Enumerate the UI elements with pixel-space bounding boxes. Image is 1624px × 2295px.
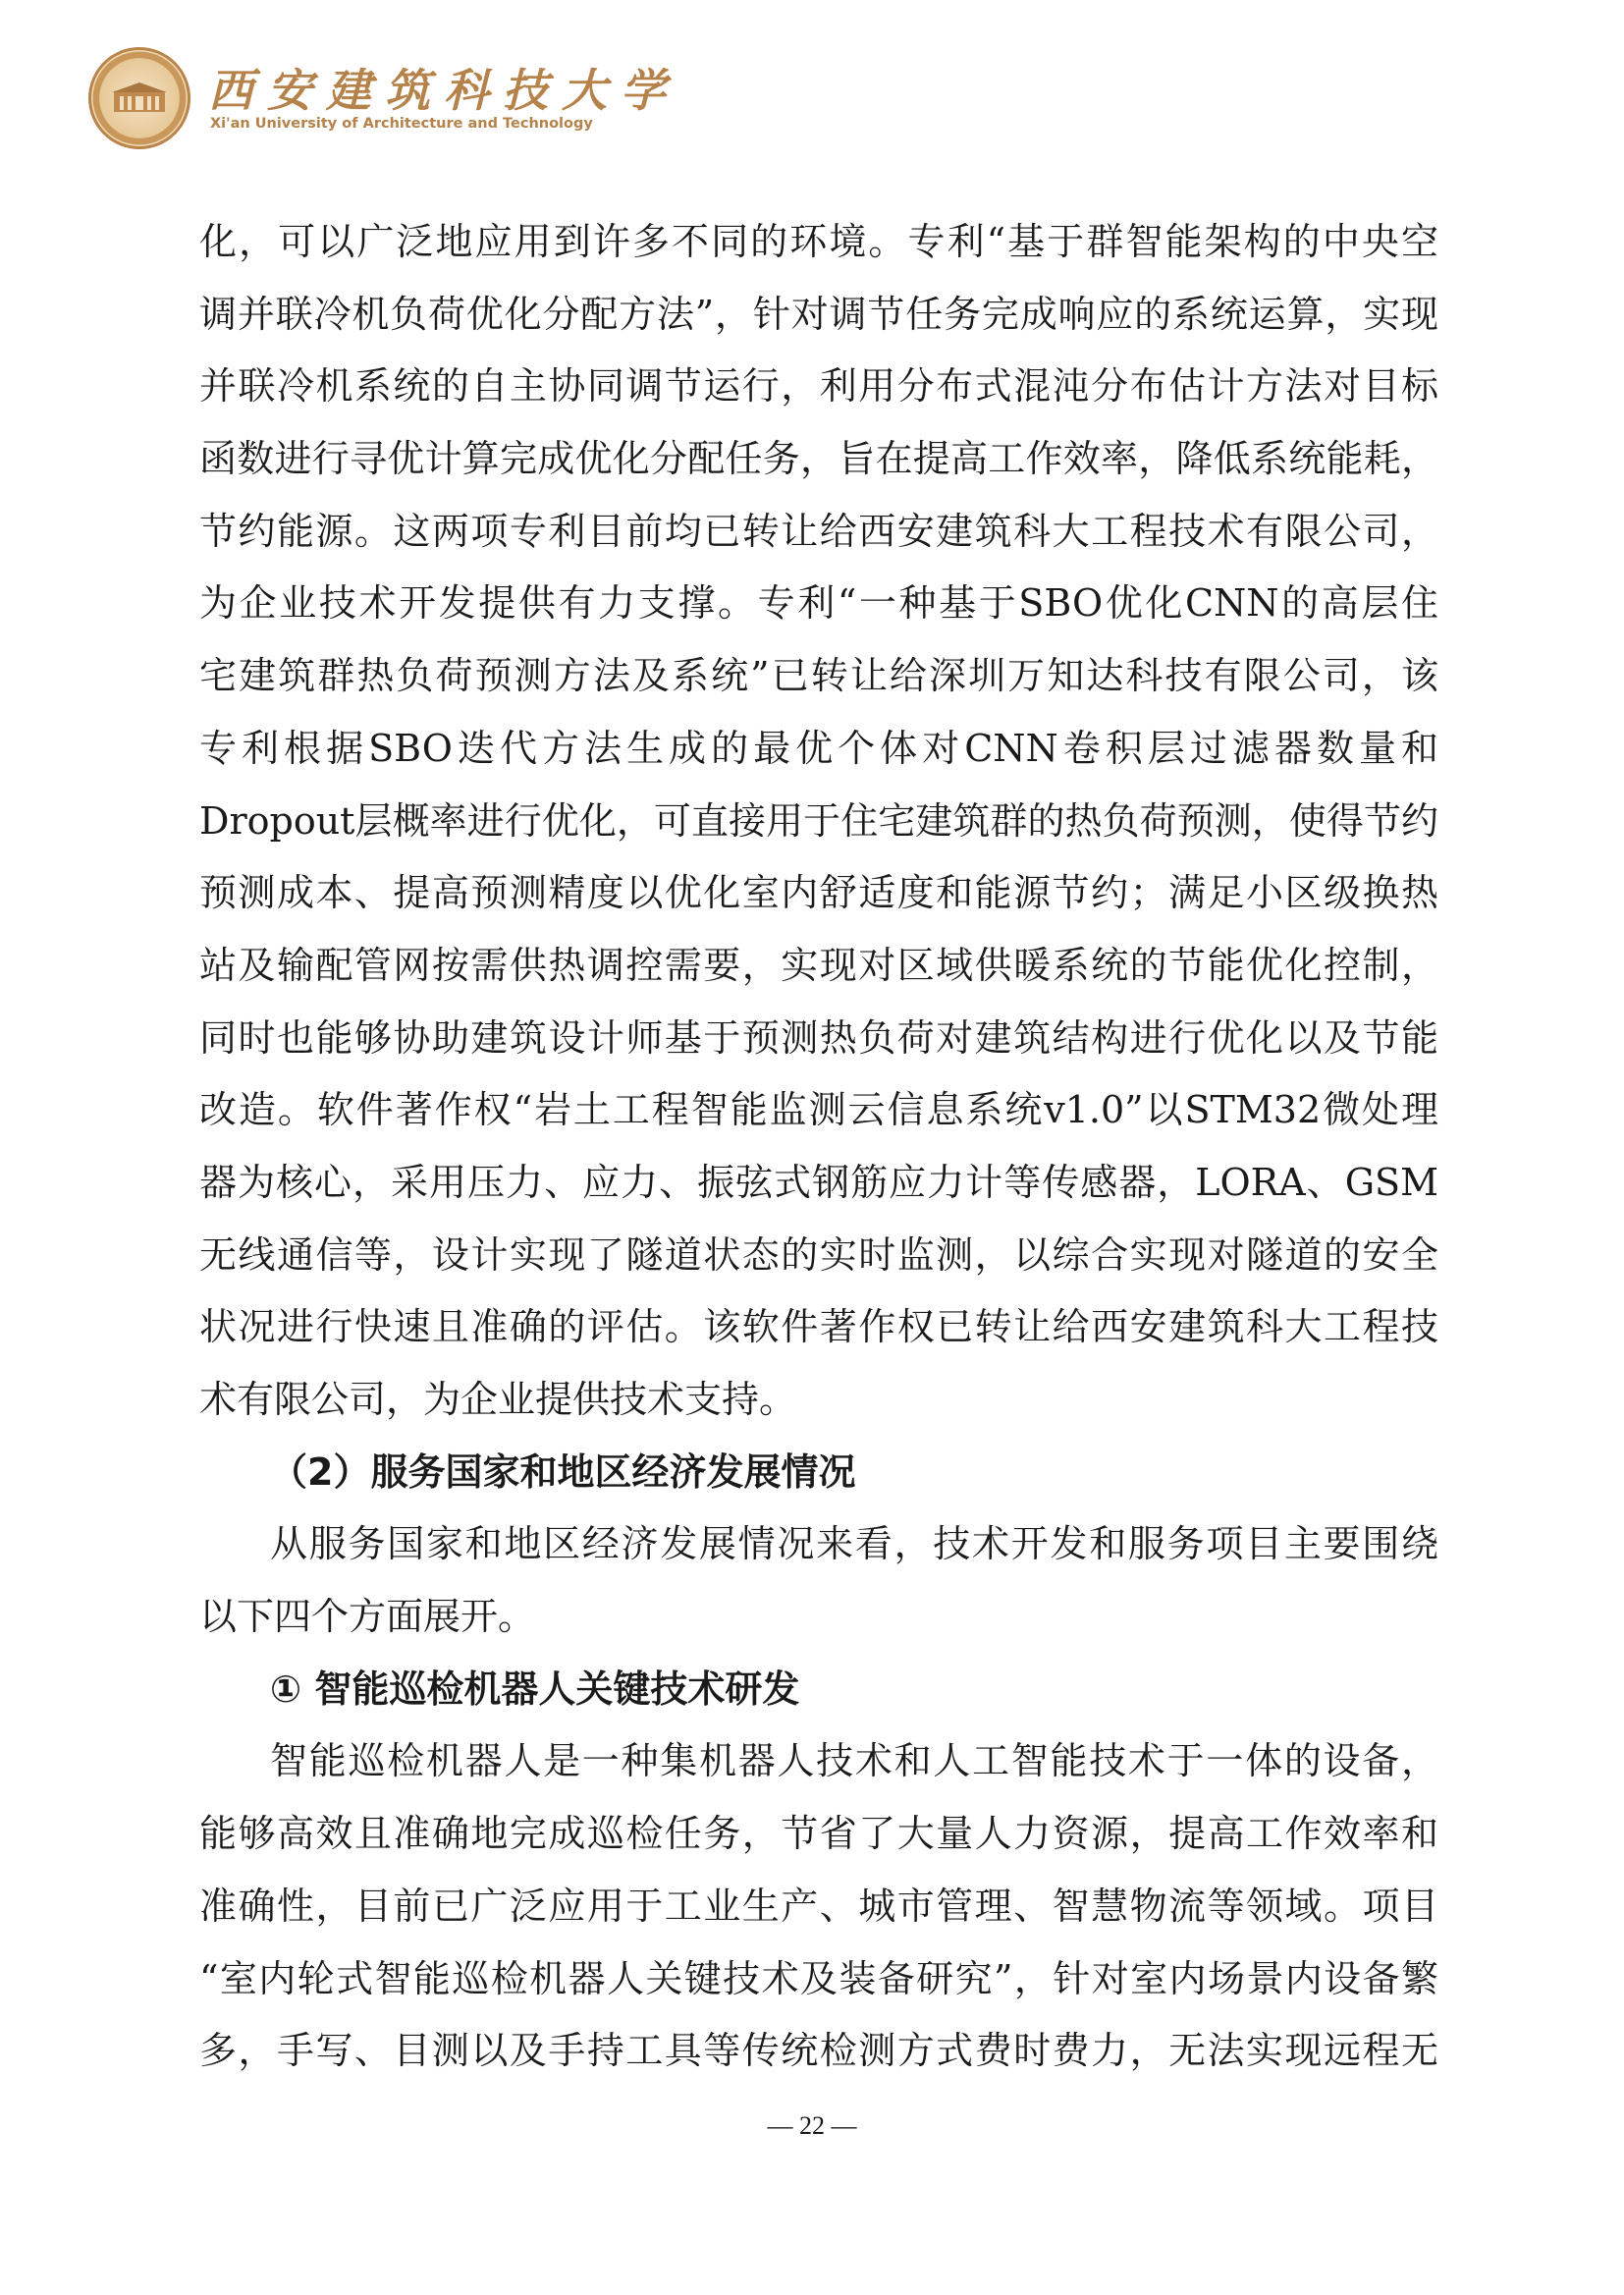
- page-header: [88, 47, 679, 155]
- body-line: 宅建筑群热负荷预测方法及系统”已转让给深圳万知达科技有限公司，该: [199, 654, 1438, 698]
- body-line: 同时也能够协助建筑设计师基于预测热负荷对建筑结构进行优化以及节能: [199, 1015, 1438, 1060]
- body-line: 并联冷机系统的自主协同调节运行，利用分布式混沌分布估计方法对目标: [199, 364, 1438, 409]
- body-line: 专利根据SBO迭代方法生成的最优个体对CNN卷积层过滤器数量和: [199, 726, 1438, 770]
- body-line: 多，手写、目测以及手持工具等传统检测方式费时费力，无法实现远程无: [199, 2029, 1438, 2073]
- body-line: Dropout层概率进行优化，可直接用于住宅建筑群的热负荷预测，使得节约: [199, 798, 1438, 843]
- body-line: 从服务国家和地区经济发展情况来看，技术开发和服务项目主要围绕: [270, 1522, 1438, 1566]
- body-line: 能够高效且准确地完成巡检任务，节省了大量人力资源，提高工作效率和: [199, 1812, 1438, 1856]
- subsection-heading: ① 智能巡检机器人关键技术研发: [270, 1667, 800, 1711]
- body-line: 预测成本、提高预测精度以优化室内舒适度和能源节约；满足小区级换热: [199, 871, 1438, 915]
- building-icon: [110, 81, 169, 114]
- body-line: 智能巡检机器人是一种集机器人技术和人工智能技术于一体的设备，: [270, 1739, 1438, 1783]
- page-number: — 22 —: [767, 2111, 857, 2140]
- body-line: 函数进行寻优计算完成优化分配任务，旨在提高工作效率，降低系统能耗，: [199, 437, 1438, 481]
- university-seal-icon: [88, 47, 190, 149]
- body-line: 改造。软件著作权“岩土工程智能监测云信息系统v1.0”以STM32微处理: [199, 1088, 1438, 1132]
- body-line: 无线通信等，设计实现了隧道状态的实时监测，以综合实现对隧道的安全: [199, 1232, 1438, 1277]
- body-line: 站及输配管网按需供热调控需要，实现对区域供暖系统的节能优化控制，: [199, 943, 1438, 987]
- body-line: 为企业技术开发提供有力支撑。专利“一种基于SBO优化CNN的高层住: [199, 581, 1438, 626]
- university-name-cn: 西安建筑科技大学: [208, 64, 679, 117]
- body-line: 状况进行快速且准确的评估。该软件著作权已转让给西安建筑科大工程技: [199, 1305, 1438, 1349]
- body-line: 器为核心，采用压力、应力、振弦式钢筋应力计等传感器，LORA、GSM: [199, 1160, 1438, 1204]
- body-line: “室内轮式智能巡检机器人关键技术及装备研究”，针对室内场景内设备繁: [199, 1956, 1438, 2000]
- document-body: [199, 206, 1438, 2088]
- body-line: 术有限公司，为企业提供技术支持。: [199, 1378, 797, 1421]
- body-line: 节约能源。这两项专利目前均已转让给西安建筑科大工程技术有限公司，: [199, 509, 1438, 553]
- body-line: 准确性，目前已广泛应用于工业生产、城市管理、智慧物流等领域。项目: [199, 1884, 1438, 1928]
- body-line: 化，可以广泛地应用到许多不同的环境。专利“基于群智能架构的中央空: [199, 220, 1438, 263]
- body-line: 调并联冷机负荷优化分配方法”，针对调节任务完成响应的系统运算，实现: [199, 292, 1438, 336]
- section-heading: （2）服务国家和地区经济发展情况: [270, 1449, 856, 1494]
- university-name-en: Xi'an University of Architecture and Technology: [210, 116, 593, 132]
- body-line: 以下四个方面展开。: [199, 1595, 536, 1639]
